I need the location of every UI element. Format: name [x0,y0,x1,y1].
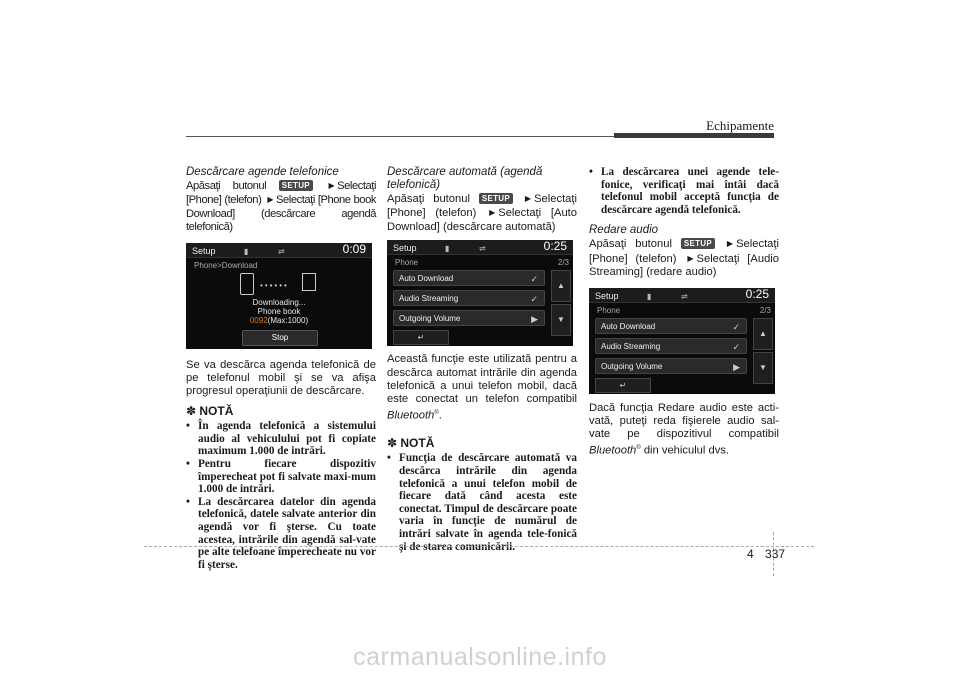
description-text: din vehiculul dvs. [643,444,730,457]
instruction-phonebook-download [186,179,376,235]
check-icon: ✓ [530,294,538,305]
phonebook-download-description: Se va descărca agenda telefonică de pe telefonul mobil şi se va afişa progresul operaţiunii de descărcare. [186,358,376,398]
page-number-value: 337 [765,547,786,561]
description-text: Dacă funcţia Redare audio este acti-vată, puteţi reda fişierele audio sal-vate pe dispozitivul compatibil [589,401,779,441]
scroll-up-button[interactable]: ▲ [551,270,571,302]
instruction-text: Selectaţi [Phone book Download] (descărcare agendă telefonică) [186,194,376,234]
instruction-text: [Phone] (telefon) [387,207,477,220]
menu-item-outgoing-volume[interactable] [595,358,747,374]
check-icon: ✓ [530,274,538,285]
arrow-right-icon: ▶ [726,239,734,249]
menu-item-label: Auto Download [601,321,656,331]
download-count [186,314,372,327]
screen-title: Setup [393,243,417,254]
menu-item-auto-download[interactable] [595,318,747,334]
menu-item-audio-streaming[interactable] [595,338,747,354]
screen-breadcrumb: Phone [597,305,621,315]
scroll-up-button[interactable]: ▲ [753,318,773,350]
usb-icon: ⇌ [278,246,285,256]
note-list [186,420,376,571]
submenu-arrow-icon: ▶ [531,314,538,325]
download-status: Downloading... [252,297,306,307]
instruction-auto-download [387,192,577,234]
usb-icon: ⇌ [479,244,486,254]
instruction-text: Selectaţi [736,238,779,251]
instruction-text: Selectaţi [Auto Download] (descărcare automată) [387,207,577,233]
menu-item-audio-streaming[interactable] [393,290,545,306]
column-2 [387,166,577,553]
section-title-auto-download: Descărcare automată (agendă telefonică) [387,166,543,191]
note-title: ✽ NOTĂ [387,435,435,450]
screen-clock: 0:25 [543,240,567,254]
usb-icon: ⇌ [681,291,688,301]
instruction-text: Apăsaţi butonul [387,193,470,205]
arrow-right-icon: ▶ [328,181,335,190]
column-1 [186,166,376,571]
chapter-number: 4 [747,547,754,561]
menu-item-outgoing-volume[interactable] [393,310,545,326]
menu-item-auto-download[interactable] [393,270,545,286]
description-text: Această funcţie este utilizată pentru a descărca automat intrările din agenda telefonică a unui telefon mobil, dacă este conectat un telefon compatibil [387,353,577,406]
menu-item-label: Auto Download [399,274,454,284]
download-count-value: 0092 [249,315,268,325]
screen-page-indicator: 2/3 [557,258,569,268]
setup-button-icon: SETUP [681,238,715,249]
mobile-phone-icon [240,273,254,295]
note-list-continued [589,166,779,216]
registered-mark: ® [434,409,439,416]
menu-item-label: Outgoing Volume [399,314,461,324]
check-icon: ✓ [732,321,740,332]
setup-button-icon: SETUP [479,193,513,204]
instruction-text: [Phone] (telefon) [186,194,262,207]
phone-icon: ▮ [445,244,450,254]
arrow-right-icon: ▶ [489,208,496,218]
screen-breadcrumb: Phone [395,258,419,268]
bluetooth-term: Bluetooth [387,409,435,422]
instruction-audio-streaming [589,237,779,279]
instruction-text: [Phone] (telefon) [589,252,677,265]
instruction-text: Apăsaţi butonul [186,180,267,192]
phone-icon: ▮ [244,246,249,256]
registered-mark: ® [636,444,641,451]
arrow-right-icon: ▶ [267,195,274,205]
note-item: • Funcţia de descărcare automată va descărca intrările din agenda telefonică a unui telefon mobil de fiecare dată când acesta este conectat. Timpul de descărcare poate varia în funcţie de numărul de intrări salvate în agenda tele-fonică şi de starea comunicării. [387,452,577,553]
screen-phone-settings [387,240,573,346]
note-item: • La descărcarea datelor din agenda telefonică, datele salvate anterior din agendă vor fi şterse. Cu toate acestea, intrările din agendă sal-vate pe alte telefoane împerecheate nu vor fi şterse. [186,496,376,572]
screen-page-indicator: 2/3 [759,305,771,315]
note-list [387,452,577,553]
note-item: • În agenda telefonică a sistemului audio al vehiculului pot fi copiate maximum 1.000 de intrări. [186,420,376,458]
instruction-text: Selectaţi [337,180,376,192]
bluetooth-term: Bluetooth [589,444,637,457]
audio-streaming-description [589,402,779,458]
download-count-max: (Max:1000) [267,315,309,325]
header-rule [186,136,614,137]
menu-item-label: Audio Streaming [399,294,459,304]
footer-dotted-rule [144,546,814,547]
screen-title: Setup [595,290,619,301]
section-title-phonebook-download: Descărcare agende telefonice [186,166,339,178]
scroll-down-button[interactable]: ▼ [753,352,773,384]
arrow-right-icon: ▶ [687,253,694,263]
menu-item-label: Audio Streaming [601,341,661,351]
phonebook-icon [302,273,316,291]
screen-clock: 0:25 [745,287,769,301]
instruction-text: Selectaţi [Audio Streaming] (redare audio) [589,252,780,279]
instruction-text: Selectaţi [534,193,577,205]
check-icon: ✓ [732,341,740,352]
screen-clock: 0:09 [342,242,366,256]
screen-breadcrumb: Phone>Download [194,260,258,270]
stop-button[interactable]: Stop [242,330,318,346]
instruction-text: Apăsaţi butonul [589,238,672,251]
download-target: Phone book [257,306,301,316]
screen-phone-settings-audio [589,288,775,394]
scroll-down-button[interactable]: ▼ [551,304,571,336]
note-item: • Pentru fiecare dispozitiv împerecheat pot fi salvate maxi-mum 1.000 de intrări. [186,458,376,496]
back-button[interactable]: ↵ [393,330,449,345]
phone-icon: ▮ [647,291,652,301]
page-number [747,547,785,561]
column-3 [589,166,779,458]
menu-item-label: Outgoing Volume [601,361,663,371]
note-item: • La descărcarea unei agende tele-fonice, verificaţi mai întâi dacă telefonul mobil acceptă funcţia de descărcare agendă telefonică. [589,166,779,216]
setup-button-icon: SETUP [279,180,313,191]
transfer-dots-icon: •••••• [260,280,289,290]
note-title: ✽ NOTĂ [186,403,234,418]
screen-title: Setup [192,245,216,256]
section-title-audio-streaming: Redare audio [589,224,659,237]
description-text: . [438,409,442,422]
screen-download-progress [186,243,372,349]
watermark: carmanualsonline.info [353,643,607,671]
header-rule-accent [614,133,774,138]
auto-download-description [387,353,577,423]
submenu-arrow-icon: ▶ [733,361,740,372]
page-header-title: Echipamente [706,118,774,133]
arrow-right-icon: ▶ [524,194,532,203]
back-button[interactable]: ↵ [595,378,651,393]
